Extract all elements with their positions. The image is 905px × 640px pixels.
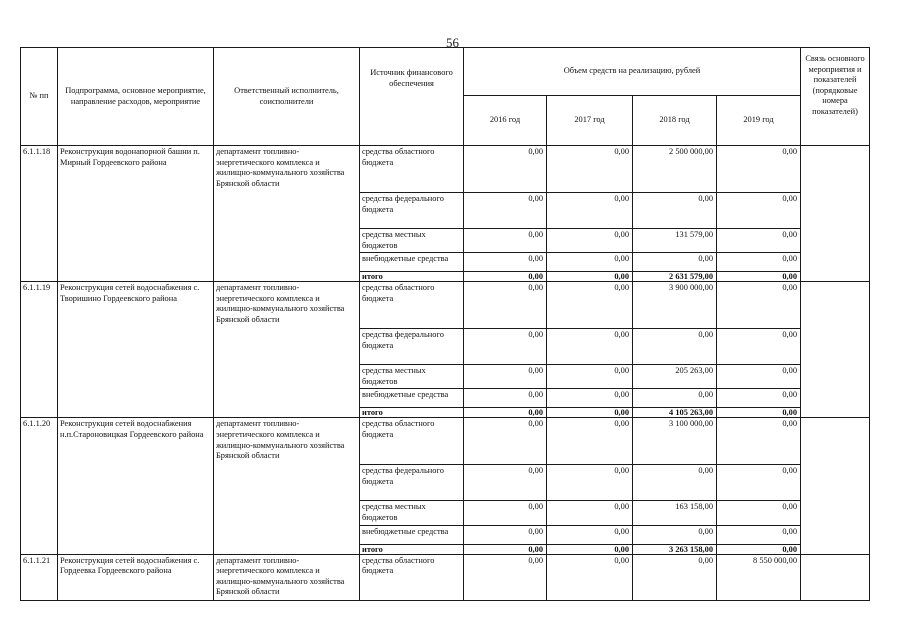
value-cell: 8 550 000,00 <box>717 554 801 600</box>
value-cell: 0,00 <box>547 146 633 193</box>
value-cell: 0,00 <box>717 389 801 408</box>
value-cell: 0,00 <box>464 253 547 272</box>
value-cell: 0,00 <box>464 501 547 525</box>
value-cell: 0,00 <box>547 501 633 525</box>
source-local: средства местных бюджетов <box>360 501 464 525</box>
value-cell: 0,00 <box>464 193 547 229</box>
value-cell: 0,00 <box>464 329 547 365</box>
source-local: средства местных бюджетов <box>360 229 464 253</box>
value-cell: 0,00 <box>633 389 717 408</box>
source-federal: средства федерального бюджета <box>360 193 464 229</box>
header-executor: Ответственный исполнитель, соисполнители <box>214 48 360 146</box>
value-cell: 131 579,00 <box>633 229 717 253</box>
value-cell: 0,00 <box>717 501 801 525</box>
header-year-2017: 2017 год <box>547 96 633 146</box>
value-cell: 0,00 <box>464 146 547 193</box>
value-cell: 0,00 <box>633 525 717 544</box>
value-cell: 0,00 <box>464 365 547 389</box>
total-cell: 0,00 <box>547 408 633 418</box>
value-cell: 0,00 <box>633 554 717 600</box>
row-link <box>801 146 870 282</box>
value-cell: 0,00 <box>547 253 633 272</box>
page-number: 56 <box>446 35 459 50</box>
source-total: итого <box>360 272 464 282</box>
row-executor: департамент топливно-энергетического комплекса и жилищно-коммунального хозяйства Брянской области <box>214 282 360 418</box>
value-cell: 0,00 <box>464 465 547 501</box>
row-link <box>801 282 870 418</box>
value-cell: 2 500 000,00 <box>633 146 717 193</box>
value-cell: 0,00 <box>547 365 633 389</box>
table-row <box>21 146 870 193</box>
total-cell: 3 263 158,00 <box>633 544 717 554</box>
value-cell: 163 158,00 <box>633 501 717 525</box>
value-cell: 0,00 <box>547 389 633 408</box>
value-cell: 0,00 <box>464 418 547 465</box>
total-cell: 0,00 <box>464 408 547 418</box>
value-cell: 0,00 <box>717 329 801 365</box>
row-number: 6.1.1.21 <box>21 554 58 600</box>
total-cell: 4 105 263,00 <box>633 408 717 418</box>
value-cell: 0,00 <box>464 282 547 329</box>
header-year-2018: 2018 год <box>633 96 717 146</box>
row-event-name: Реконструкция сетей водоснабжения с. Гордеевка Гордеевского района <box>58 554 214 600</box>
total-cell: 0,00 <box>464 272 547 282</box>
source-regional: средства областного бюджета <box>360 554 464 600</box>
total-cell: 0,00 <box>464 544 547 554</box>
table-row <box>21 418 870 465</box>
source-federal: средства федерального бюджета <box>360 329 464 365</box>
source-extra: внебюджетные средства <box>360 525 464 544</box>
source-total: итого <box>360 544 464 554</box>
value-cell: 0,00 <box>547 525 633 544</box>
value-cell: 0,00 <box>547 329 633 365</box>
value-cell: 0,00 <box>547 193 633 229</box>
row-number: 6.1.1.18 <box>21 146 58 282</box>
value-cell: 0,00 <box>547 465 633 501</box>
header-program: Подпрограмма, основное мероприятие, направление расходов, мероприятие <box>58 48 214 146</box>
value-cell: 0,00 <box>717 418 801 465</box>
value-cell: 0,00 <box>547 418 633 465</box>
row-event-name: Реконструкция сетей водоснабжения н.п.Староновицкая Гордеевского района <box>58 418 214 554</box>
total-cell: 0,00 <box>547 272 633 282</box>
value-cell: 0,00 <box>717 282 801 329</box>
header-source: Источник финансового обеспечения <box>360 48 464 146</box>
value-cell: 0,00 <box>464 389 547 408</box>
source-local: средства местных бюджетов <box>360 365 464 389</box>
value-cell: 0,00 <box>717 193 801 229</box>
value-cell: 0,00 <box>547 282 633 329</box>
row-event-name: Реконструкция водонапорной башни п. Мирный Гордеевского района <box>58 146 214 282</box>
value-cell: 0,00 <box>717 465 801 501</box>
source-federal: средства федерального бюджета <box>360 465 464 501</box>
row-number: 6.1.1.19 <box>21 282 58 418</box>
value-cell: 0,00 <box>464 554 547 600</box>
total-cell: 0,00 <box>717 544 801 554</box>
header-link: Связь основного мероприятия и показателей (порядковые номера показателей) <box>801 48 870 146</box>
total-cell: 0,00 <box>547 544 633 554</box>
value-cell: 0,00 <box>464 525 547 544</box>
value-cell: 0,00 <box>717 146 801 193</box>
row-link <box>801 554 870 600</box>
value-cell: 0,00 <box>633 193 717 229</box>
value-cell: 0,00 <box>464 229 547 253</box>
source-total: итого <box>360 408 464 418</box>
value-cell: 0,00 <box>717 525 801 544</box>
value-cell: 3 100 000,00 <box>633 418 717 465</box>
row-executor: департамент топливно-энергетического комплекса и жилищно-коммунального хозяйства Брянской области <box>214 146 360 282</box>
source-regional: средства областного бюджета <box>360 146 464 193</box>
header-year-2019: 2019 год <box>717 96 801 146</box>
value-cell: 205 263,00 <box>633 365 717 389</box>
total-cell: 0,00 <box>717 408 801 418</box>
budget-table <box>20 47 870 601</box>
value-cell: 0,00 <box>717 229 801 253</box>
row-number: 6.1.1.20 <box>21 418 58 554</box>
row-link <box>801 418 870 554</box>
total-cell: 0,00 <box>717 272 801 282</box>
value-cell: 0,00 <box>633 465 717 501</box>
header-year-2016: 2016 год <box>464 96 547 146</box>
value-cell: 0,00 <box>547 229 633 253</box>
row-event-name: Реконструкция сетей водоснабжения с. Творишино Гордеевского района <box>58 282 214 418</box>
table-row <box>21 554 870 600</box>
row-executor: департамент топливно-энергетического комплекса и жилищно-коммунального хозяйства Брянской области <box>214 554 360 600</box>
value-cell: 0,00 <box>717 253 801 272</box>
source-extra: внебюджетные средства <box>360 253 464 272</box>
source-regional: средства областного бюджета <box>360 418 464 465</box>
value-cell: 0,00 <box>633 329 717 365</box>
source-extra: внебюджетные средства <box>360 389 464 408</box>
header-num: № пп <box>21 48 58 146</box>
value-cell: 0,00 <box>547 554 633 600</box>
table-row <box>21 282 870 329</box>
header-volume: Объем средств на реализацию, рублей <box>464 48 801 96</box>
value-cell: 3 900 000,00 <box>633 282 717 329</box>
header-row <box>21 48 870 96</box>
value-cell: 0,00 <box>633 253 717 272</box>
value-cell: 0,00 <box>717 365 801 389</box>
total-cell: 2 631 579,00 <box>633 272 717 282</box>
row-executor: департамент топливно-энергетического комплекса и жилищно-коммунального хозяйства Брянской области <box>214 418 360 554</box>
source-regional: средства областного бюджета <box>360 282 464 329</box>
